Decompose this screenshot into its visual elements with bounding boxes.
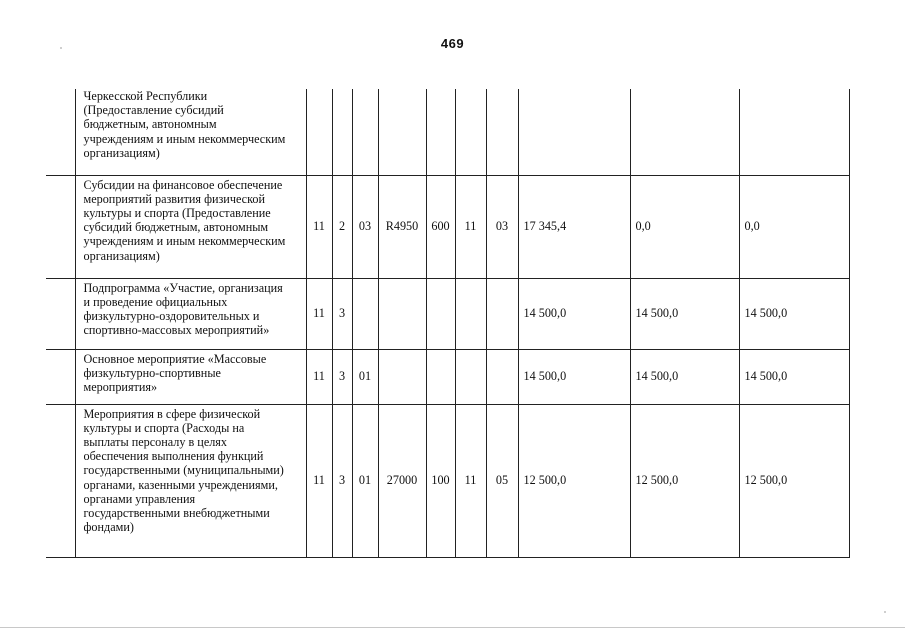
code-cell xyxy=(486,89,518,175)
code-cell: 100 xyxy=(426,404,455,557)
table-row xyxy=(46,278,849,349)
code-cell: 05 xyxy=(486,404,518,557)
row-number-cell xyxy=(46,404,75,557)
code-cell: 27000 xyxy=(378,404,426,557)
code-cell xyxy=(455,278,486,349)
code-cell: 11 xyxy=(455,404,486,557)
budget-table xyxy=(46,89,850,558)
code-cell xyxy=(332,89,352,175)
code-cell xyxy=(426,349,455,404)
table-row xyxy=(46,404,849,557)
description-cell: Черкесской Республики (Предоставление субсидий бюджетным, автономным учреждениям и иным некоммерческим организациям) xyxy=(75,89,306,175)
amount-cell: 14 500,0 xyxy=(630,278,739,349)
code-cell: 2 xyxy=(332,175,352,278)
code-cell: 3 xyxy=(332,404,352,557)
amount-cell: 12 500,0 xyxy=(739,404,849,557)
code-cell: 11 xyxy=(306,404,332,557)
code-cell: 11 xyxy=(306,175,332,278)
code-cell xyxy=(426,89,455,175)
amount-cell: 12 500,0 xyxy=(630,404,739,557)
code-cell: 03 xyxy=(486,175,518,278)
amount-cell: 17 345,4 xyxy=(518,175,630,278)
code-cell: R4950 xyxy=(378,175,426,278)
code-cell: 01 xyxy=(352,349,378,404)
amount-cell xyxy=(630,89,739,175)
code-cell: 11 xyxy=(306,278,332,349)
code-cell xyxy=(306,89,332,175)
row-number-cell xyxy=(46,175,75,278)
code-cell xyxy=(455,349,486,404)
code-cell xyxy=(455,89,486,175)
code-cell: 11 xyxy=(455,175,486,278)
page-number: 469 xyxy=(440,36,465,51)
code-cell xyxy=(352,89,378,175)
amount-cell xyxy=(518,89,630,175)
row-number-cell xyxy=(46,278,75,349)
code-cell xyxy=(378,278,426,349)
scan-edge-line xyxy=(0,627,905,628)
description-cell: Основное мероприятие «Массовые физкультурно-спортивные мероприятия» xyxy=(75,349,306,404)
code-cell xyxy=(486,349,518,404)
code-cell xyxy=(378,89,426,175)
amount-cell xyxy=(739,89,849,175)
amount-cell: 0,0 xyxy=(739,175,849,278)
table-row xyxy=(46,349,849,404)
amount-cell: 12 500,0 xyxy=(518,404,630,557)
amount-cell: 0,0 xyxy=(630,175,739,278)
code-cell xyxy=(426,278,455,349)
code-cell xyxy=(352,278,378,349)
amount-cell: 14 500,0 xyxy=(518,349,630,404)
table-row xyxy=(46,175,849,278)
code-cell: 600 xyxy=(426,175,455,278)
code-cell: 03 xyxy=(352,175,378,278)
code-cell: 11 xyxy=(306,349,332,404)
amount-cell: 14 500,0 xyxy=(739,349,849,404)
description-cell: Субсидии на финансовое обеспечение мероприятий развития физической культуры и спорта (Предоставление субсидий бюджетным, автономным учреждениям и иным некоммерческим организациям) xyxy=(75,175,306,278)
row-number-cell xyxy=(46,89,75,175)
code-cell: 3 xyxy=(332,349,352,404)
table-row xyxy=(46,89,849,175)
row-number-cell xyxy=(46,349,75,404)
scan-speck xyxy=(60,47,62,49)
description-cell: Мероприятия в сфере физической культуры и спорта (Расходы на выплаты персоналу в целях обеспечения выполнения функций государственными (муниципальными) органами, казенными учреждениями, органами управления государственными внебюджетными фондами) xyxy=(75,404,306,557)
code-cell xyxy=(378,349,426,404)
amount-cell: 14 500,0 xyxy=(739,278,849,349)
code-cell: 3 xyxy=(332,278,352,349)
code-cell xyxy=(486,278,518,349)
scan-speck xyxy=(884,611,886,613)
code-cell: 01 xyxy=(352,404,378,557)
amount-cell: 14 500,0 xyxy=(630,349,739,404)
description-cell: Подпрограмма «Участие, организация и проведение официальных физкультурно-оздоровительных и спортивно-массовых мероприятий» xyxy=(75,278,306,349)
amount-cell: 14 500,0 xyxy=(518,278,630,349)
